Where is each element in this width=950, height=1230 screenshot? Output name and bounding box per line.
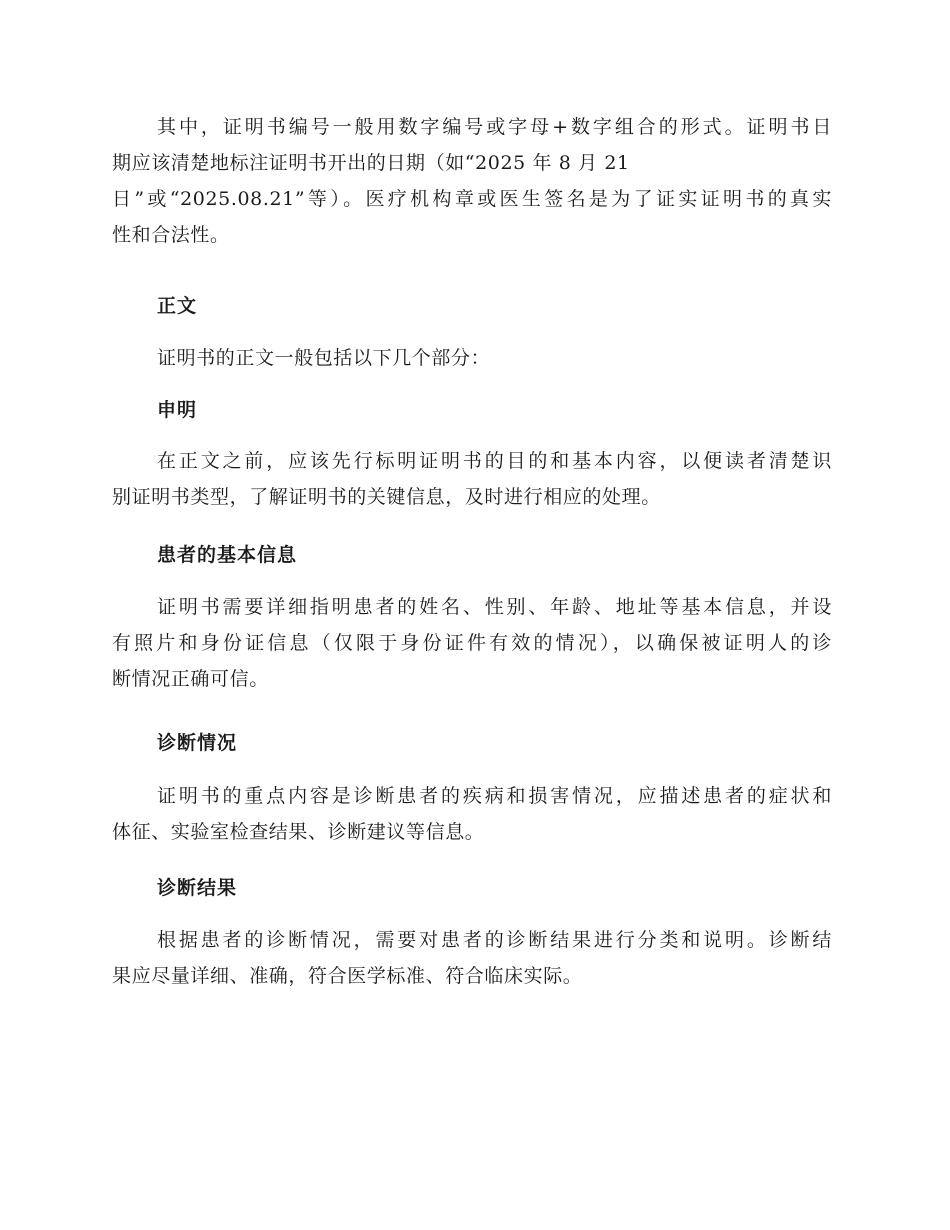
paragraph-line: 别证明书类型，了解证明书的关键信息，及时进行相应的处理。: [112, 486, 661, 508]
paragraph-line: 其中，证明书编号一般用数字编号或字母+数字组合的形式。证明书日: [157, 116, 832, 138]
paragraph-line: 证明书需要详细指明患者的姓名、性别、年龄、地址等基本信息，并设: [157, 596, 832, 618]
paragraph-line: 期应该清楚地标注证明书开出的日期（如“2025 年 8 月 21: [112, 152, 630, 174]
section-heading-patient: 患者的基本信息: [157, 544, 298, 566]
diagnosis-paragraph: [112, 778, 832, 850]
paragraph-line: 果应尽量详细、准确，符合医学标准、符合临床实际。: [112, 965, 583, 987]
statement-paragraph: [112, 443, 832, 515]
paragraph-line: 断情况正确可信。: [112, 668, 269, 690]
result-paragraph: [112, 922, 832, 994]
paragraph-line: 根据患者的诊断情况，需要对患者的诊断结果进行分类和说明。诊断结: [157, 929, 832, 951]
paragraph-line: 在正文之前，应该先行标明证明书的目的和基本内容，以便读者清楚识: [157, 450, 832, 472]
section-heading-diagnosis: 诊断情况: [157, 732, 238, 754]
section-heading-result: 诊断结果: [157, 877, 238, 899]
section-heading-body: 正文: [157, 295, 198, 317]
paragraph-line: 日”或“2025.08.21”等）。医疗机构章或医生签名是为了证实证明书的真实: [112, 188, 832, 210]
patient-paragraph: [112, 589, 832, 697]
paragraph-line: 性和合法性。: [112, 224, 230, 246]
paragraph-line: 证明书的重点内容是诊断患者的疾病和损害情况，应描述患者的症状和: [157, 785, 832, 807]
intro-paragraph: [112, 109, 832, 253]
paragraph-line: 体征、实验室检查结果、诊断建议等信息。: [112, 821, 485, 843]
section-heading-statement: 申明: [157, 399, 198, 421]
body-paragraph: [112, 340, 832, 376]
paragraph-line: 证明书的正文一般包括以下几个部分：: [157, 347, 491, 369]
paragraph-line: 有照片和身份证信息（仅限于身份证件有效的情况），以确保被证明人的诊: [112, 632, 832, 654]
